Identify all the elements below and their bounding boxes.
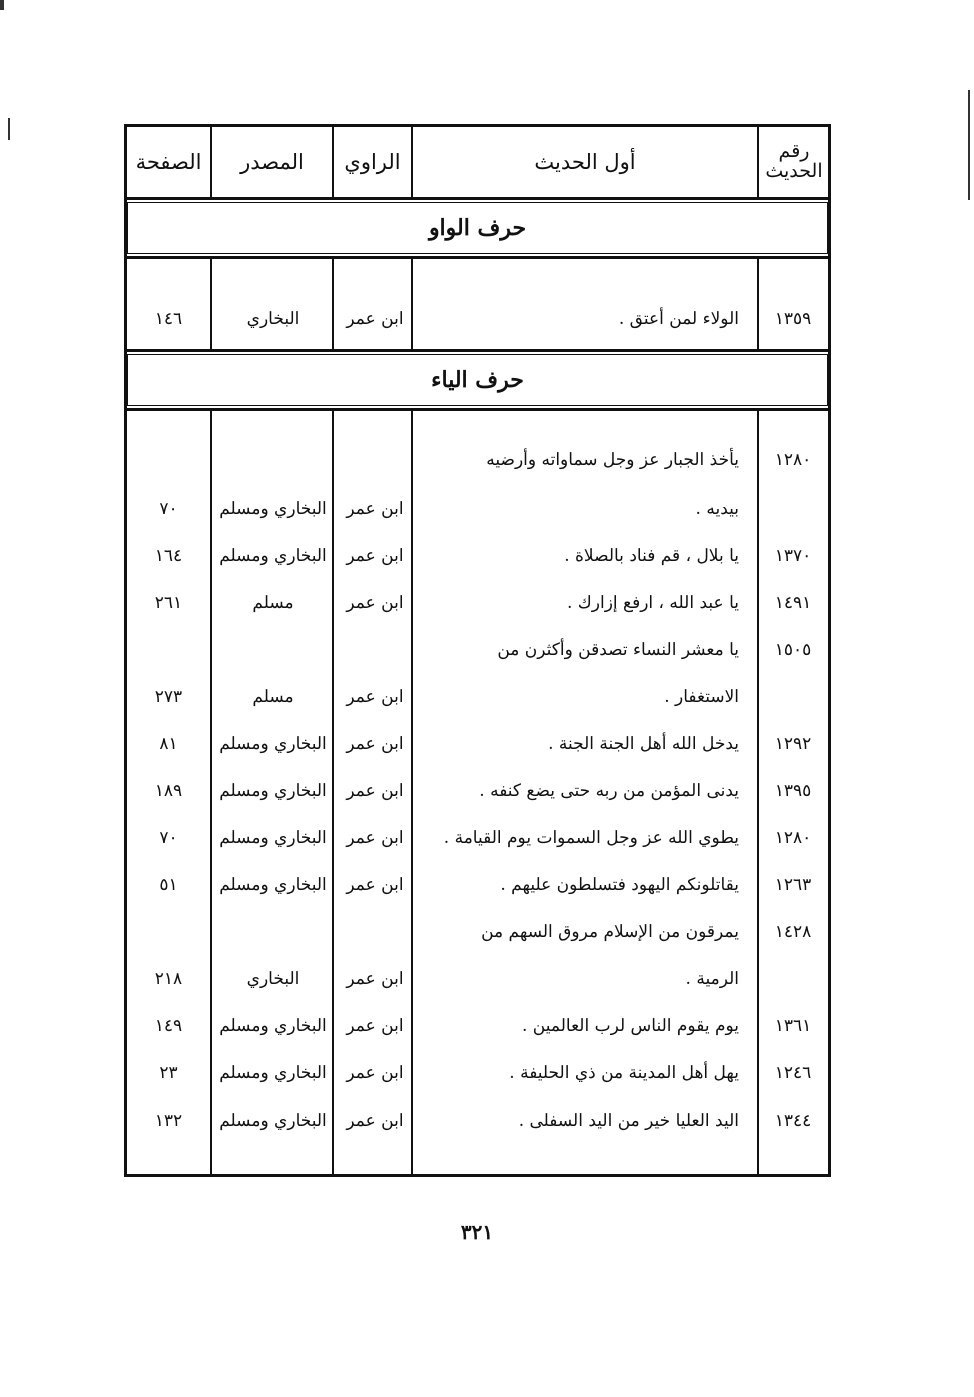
hadith-number: ١٢٦٣ [774, 875, 812, 895]
hadith-page: ١٨٩ [154, 781, 183, 801]
hadith-page: ٧٠ [159, 828, 178, 848]
hadith-text: الاستغفار . [664, 687, 739, 707]
hadith-page: ٢٣ [159, 1063, 178, 1083]
hadith-source: البخاري [246, 969, 300, 989]
hadith-page: ٧٠ [159, 499, 178, 519]
scan-edge-mark [0, 0, 4, 10]
hadith-source: البخاري ومسلم [219, 1063, 327, 1083]
section-title: حرف الياء [431, 367, 524, 393]
hadith-source: البخاري [246, 309, 300, 329]
hadith-page: ٥١ [159, 875, 178, 895]
hadith-rawi: ابن عمر [346, 875, 404, 895]
hadith-text: بيديه . [695, 499, 739, 519]
hadith-source: البخاري ومسلم [219, 546, 327, 566]
hadith-text: اليد العليا خير من اليد السفلى . [518, 1111, 739, 1131]
hadith-text: يدنى المؤمن من ربه حتى يضع كنفه . [479, 781, 739, 801]
hadith-text: يا عبد الله ، ارفع إزارك . [566, 593, 739, 613]
page-number: ٣٢١ [460, 1220, 494, 1244]
hadith-text: يدخل الله أهل الجنة الجنة . [548, 734, 739, 754]
hadith-number: ١٢٨٠ [774, 450, 812, 470]
scan-edge-mark [8, 118, 10, 140]
hadith-text: يوم يقوم الناس لرب العالمين . [522, 1016, 739, 1036]
hadith-page: ٢١٨ [154, 969, 183, 989]
hadith-number: ١٥٠٥ [774, 640, 812, 660]
hadith-number: ١٢٤٦ [774, 1063, 812, 1083]
hadith-text: يمرقون من الإسلام مروق السهم من [481, 922, 739, 942]
hadith-page: ٨١ [159, 734, 178, 754]
hadith-page: ١٦٤ [154, 546, 183, 566]
hadith-rawi: ابن عمر [346, 828, 404, 848]
hadith-number: ١٢٨٠ [774, 828, 812, 848]
hadith-source: البخاري ومسلم [219, 499, 327, 519]
header-source: المصدر [240, 149, 304, 174]
column-divider [210, 127, 212, 1174]
section-title: حرف الواو [428, 215, 527, 241]
hadith-number: ١٣٥٩ [774, 309, 812, 329]
hadith-source: البخاري ومسلم [219, 1111, 327, 1131]
hadith-source: البخاري ومسلم [219, 828, 327, 848]
hadith-index-table [124, 124, 831, 1177]
hadith-rawi: ابن عمر [346, 969, 404, 989]
scan-edge-mark [968, 90, 970, 200]
hadith-number: ١٣٩٥ [774, 781, 812, 801]
header-page: الصفحة [135, 149, 202, 174]
section-heading [127, 349, 828, 411]
hadith-number: ١٣٧٠ [774, 546, 812, 566]
hadith-source: مسلم [252, 593, 294, 613]
hadith-rawi: ابن عمر [346, 1063, 404, 1083]
header-number: رقم الحديث [765, 140, 823, 182]
hadith-page: ١٤٩ [154, 1016, 183, 1036]
hadith-rawi: ابن عمر [346, 781, 404, 801]
hadith-rawi: ابن عمر [346, 1111, 404, 1131]
hadith-text: يقاتلونكم اليهود فتسلطون عليهم . [500, 875, 739, 895]
hadith-number: ١٤٩١ [774, 593, 812, 613]
section-heading [127, 197, 828, 259]
hadith-page: ١٣٢ [154, 1111, 183, 1131]
hadith-page: ٢٦١ [154, 593, 183, 613]
hadith-text: الولاء لمن أعتق . [618, 309, 739, 329]
hadith-text: يهل أهل المدينة من ذي الحليفة . [509, 1063, 739, 1083]
hadith-text: يا معشر النساء تصدقن وأكثرن من [497, 640, 739, 660]
hadith-rawi: ابن عمر [346, 546, 404, 566]
hadith-number: ١٢٩٢ [774, 734, 812, 754]
hadith-rawi: ابن عمر [346, 309, 404, 329]
hadith-text: يا بلال ، قم فناد بالصلاة . [564, 546, 739, 566]
hadith-page: ٢٧٣ [154, 687, 183, 707]
header-rawi: الراوي [344, 149, 401, 174]
hadith-page: ١٤٦ [154, 309, 183, 329]
hadith-rawi: ابن عمر [346, 734, 404, 754]
hadith-text: يأخذ الجبار عز وجل سماواته وأرضيه [486, 450, 739, 470]
hadith-text: الرمية . [685, 969, 739, 989]
hadith-rawi: ابن عمر [346, 499, 404, 519]
hadith-source: مسلم [252, 687, 294, 707]
hadith-number: ١٤٢٨ [774, 922, 812, 942]
hadith-source: البخاري ومسلم [219, 781, 327, 801]
hadith-rawi: ابن عمر [346, 1016, 404, 1036]
hadith-source: البخاري ومسلم [219, 875, 327, 895]
hadith-text: يطوي الله عز وجل السموات يوم القيامة . [443, 828, 739, 848]
hadith-rawi: ابن عمر [346, 687, 404, 707]
hadith-source: البخاري ومسلم [219, 734, 327, 754]
hadith-number: ١٣٤٤ [774, 1111, 812, 1131]
hadith-number: ١٣٦١ [774, 1016, 812, 1036]
header-text: أول الحديث [534, 149, 636, 174]
hadith-source: البخاري ومسلم [219, 1016, 327, 1036]
hadith-rawi: ابن عمر [346, 593, 404, 613]
